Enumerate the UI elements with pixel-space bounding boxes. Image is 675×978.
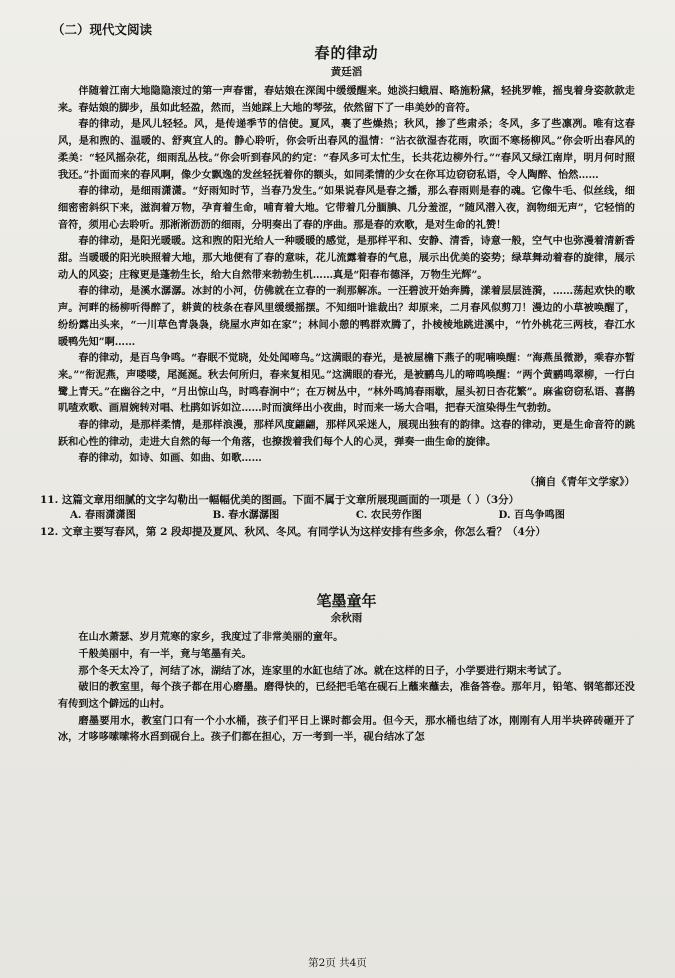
page-footer: 第2页 共4页 <box>308 957 367 969</box>
article-1-paragraph: 春的律动，是阳光暖暖。这和煦的阳光给人一种暖暖的感觉，是那样平和、安静、清香，诗意一般，空气中也弥漫着清新香甜。当暖暖的阳光映照着大地，那大地便有了春的意味，花儿流露着春的气息，展示出优美的姿势；绿草舞动着春的旋律，展示动人的风姿；庄稼更是蓬勃生长，给大自然带来勃勃生机……真是“阳春布德泽，万物生光辉”。 <box>58 235 635 281</box>
article-2-paragraph: 那个冬天太冷了，河结了冰，湖结了冰，连家里的水缸也结了冰。就在这样的日子，小学要进行期末考试了。 <box>78 664 568 677</box>
article-2-paragraph: 破旧的教室里，每个孩子都在用心磨墨。磨得快的，已经把毛笔在砚石上蘸来蘸去，准备答卷。那年月，铅笔、钢笔都还没有传到这个僻远的山村。 <box>58 681 635 710</box>
option-b: B. 春水潺潺图 <box>212 509 280 522</box>
option-a: A. 春雨潇潇图 <box>70 509 136 522</box>
article-1 <box>58 44 635 489</box>
article-2-title: 笔墨童年 <box>316 592 377 611</box>
article-2 <box>58 592 635 746</box>
answer-space <box>58 540 635 592</box>
article-1-paragraph: 春的律动，是细雨潇潇。“好雨知时节，当春乃发生。”如果说春风是春之播，那么春雨则是春的魂。它像牛毛、似丝线，细细密密斜织下来，滋润着万物，孕育着生命，哺育着大地。它带着几分腼腆、几分羞涩，“随风潜入夜，润物细无声”，它轻悄的音符，须用心去聆听。那淅淅沥沥的细雨，分明奏出了春的序曲。那是春的欢歌，是对生命的礼赞！ <box>58 185 635 231</box>
article-1-paragraph: 春的律动，是那样柔情，是那样浪漫，那样风度翩翩，那样风采迷人，展现出独有的韵律。这春的律动，更是生命音符的跳跃和心性的律动，走进大自然的每一个角落，也撩拨着我们每个人的心灵，弹奏一曲生命的旋律。 <box>58 419 635 448</box>
questions <box>40 493 635 540</box>
article-1-paragraph: 春的律动，是风儿轻轻。风，是传递季节的信使。夏风，裹了些燥热；秋风，掺了些肃杀；冬风，多了些凛冽。唯有这春风，是和煦的、温暖的、舒爽宜人的。静心聆听，你会听出春风的温情：“沾衣欲湿杏花雨，吹面不寒杨柳风。”你会听出春风的柔美：“轻风摇杂花，细雨乱丛枝。”你会听到春风的约定：“春风多可太忙生，长共花边柳外行。”“春风又绿江南岸，明月何时照我还。”扑面而来的春风啊，像少女飘逸的发丝轻抚着你的额头，如同柔情的少女在你耳边窃窃私语，令人陶醉、怡然…… <box>58 118 635 181</box>
article-2-paragraph: 磨墨要用水，教室门口有一个小水桶，孩子们平日上课时都会用。但今天，那水桶也结了冰，刚刚有人用半块碎砖砸开了冰，才哆哆嗦嗦将水舀到砚台上。孩子们都在担心，万一考到一半，砚台结冰了怎 <box>58 714 635 744</box>
question-11: 11. 这篇文章用细腻的文字勾勒出一幅幅优美的图画。下面不属于文章所展现画面的一项是（ ）（3分） <box>40 494 520 507</box>
article-1-author: 黄廷滔 <box>330 66 363 78</box>
question-12: 12. 文章主要写春风，第 2 段却提及夏风、秋风、冬风。有同学认为这样安排有些多余，你怎么看？（4分） <box>40 526 546 539</box>
article-2-paragraph: 千般美丽中，有一半，竟与笔墨有关。 <box>78 647 252 660</box>
article-2-paragraph: 在山水萧瑟、岁月荒寒的家乡，我度过了非常美丽的童年。 <box>78 631 344 644</box>
question-11-options <box>70 508 565 523</box>
article-1-title: 春的律动 <box>314 44 379 62</box>
article-1-source: （摘自《青年文学家》） <box>524 476 635 489</box>
article-1-paragraph: 春的律动，是溪水潺潺。冰封的小河，仿佛就在立春的一刹那解冻。一汪碧波开始奔腾，漾着层层涟漪，……荡起欢快的歌声。河畔的杨柳听得醉了，耕黄的枝条在春风里缓缓摇摆。不知细叶谁裁出？却原来，二月春风似剪刀！漫边的小草被唤醒了，纷纷露出头来，“一川草色青袅袅，绕屋水声如在家”；林间小憩的鸭群欢腾了，扑棱棱地跳进溪中，“竹外桃花三两枝，春江水暖鸭先知”啊…… <box>58 285 635 348</box>
article-1-paragraph: 春的律动，如诗、如画、如曲、如歌…… <box>78 452 262 465</box>
option-c: C. 农民劳作图 <box>355 509 422 522</box>
option-d: D. 百鸟争鸣图 <box>498 509 565 522</box>
article-2-author: 余秋雨 <box>330 612 363 625</box>
article-1-paragraph: 春的律动，是百鸟争鸣。“春眠不觉晓，处处闻啼鸟。”这满眼的春光，是被屋檐下燕子的呢喃唤醒：“海燕虽微渺，乘春亦暂来。”“衔泥燕，声喽喽，尾涎涎。秋去何所归，春来复相见。”这满眼的春光，是被鹂鸟儿的啼鸣唤醒：“两个黄鹂鸣翠柳，一行白鹭上青天。”在幽谷之中，“月出惊山鸟，时鸣春涧中”；在万树丛中，“林外鸣鸠春雨歇，屋头初日杏花繁”。麻雀窃窃私语、喜鹊叽喳欢歌、画眉婉转对唱、杜鹃如诉如泣……时而演绎出小夜曲，时而来一场大合唱，把春天渲染得生气勃勃。 <box>58 352 635 415</box>
section-title: （二）现代文阅读 <box>52 22 153 37</box>
article-1-paragraph: 伴随着江南大地隐隐滚过的第一声春雷，春姑娘在深闺中缓缓醒来。她淡扫蛾眉、略施粉黛，轻挑罗帷，摇曳着身姿款款走来。春姑娘的脚步，虽如此轻盈，然而，当她踩上大地的琴弦，依然留下了一串美妙的音符。 <box>58 85 635 114</box>
